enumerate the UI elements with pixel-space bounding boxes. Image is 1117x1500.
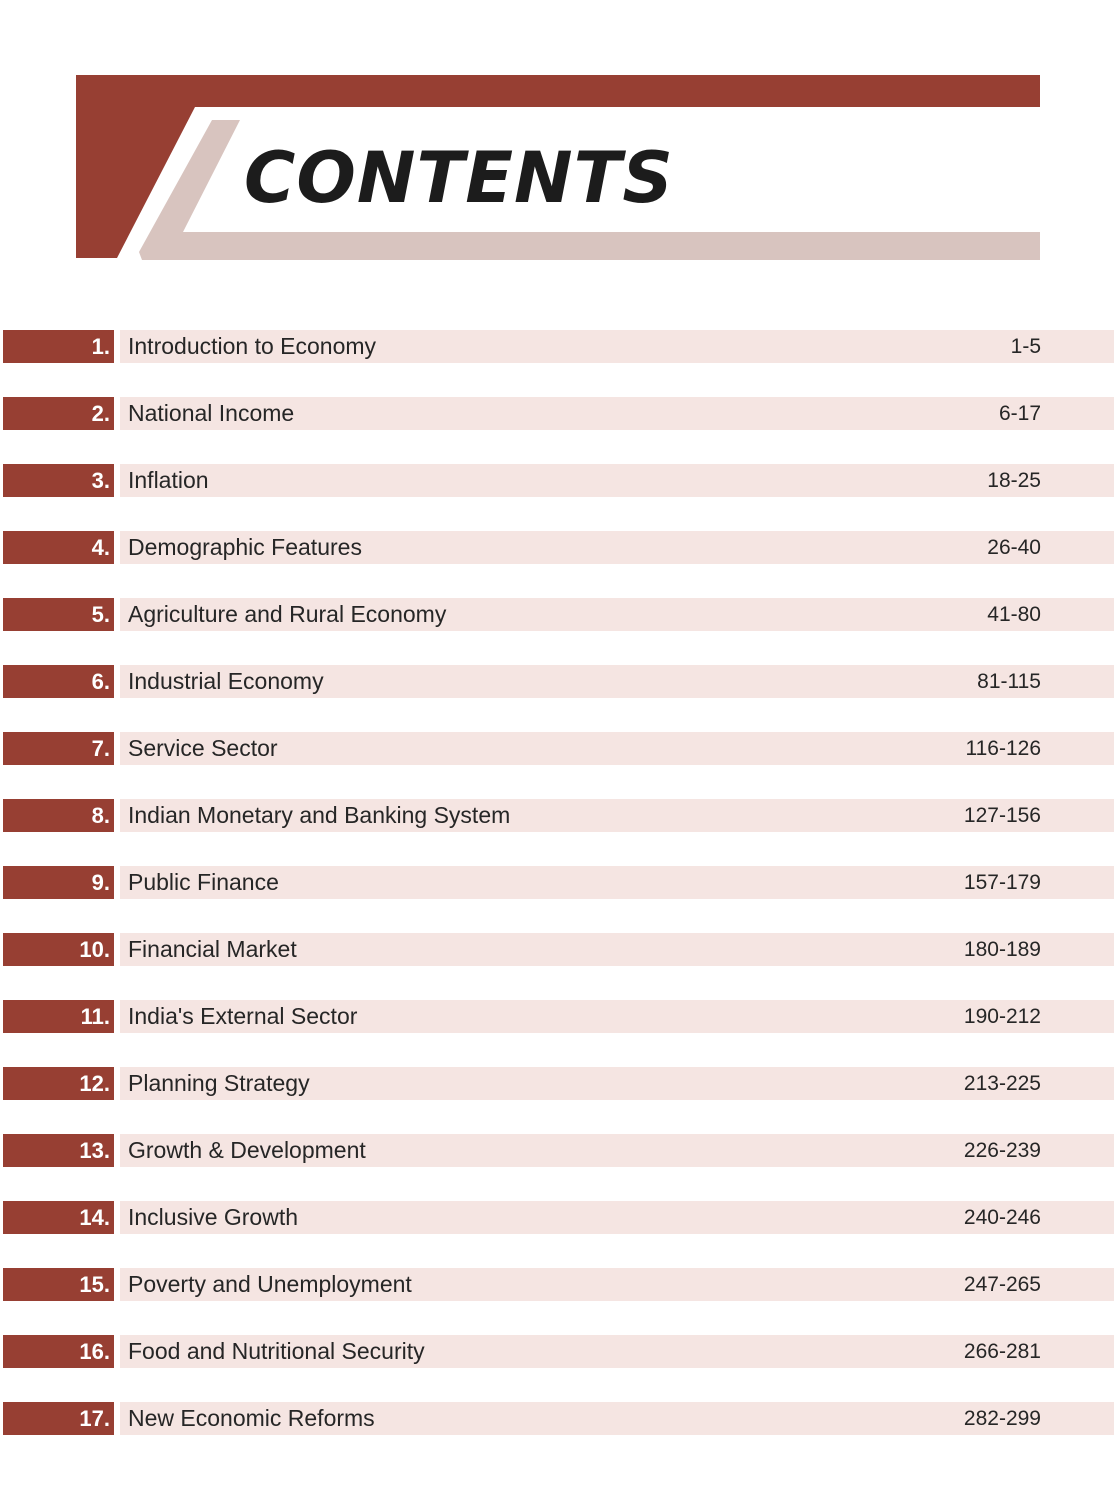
chapter-pages: 213-225 <box>963 1072 1041 1095</box>
chapter-title: Inclusive Growth <box>128 1204 299 1230</box>
chapter-pages: 6-17 <box>998 402 1041 425</box>
chapter-pages: 226-239 <box>963 1139 1041 1162</box>
chapter-number: 16. <box>3 1335 114 1368</box>
chapter-number: 15. <box>3 1268 114 1301</box>
chapter-number: 7. <box>3 732 114 765</box>
toc-row[interactable] <box>0 1000 1117 1033</box>
chapter-pages: 282-299 <box>963 1407 1041 1430</box>
toc-row[interactable] <box>0 330 1117 363</box>
chapter-number: 17. <box>3 1402 114 1435</box>
chapter-title: Indian Monetary and Banking System <box>128 802 511 828</box>
toc-row[interactable] <box>0 1134 1117 1167</box>
chapter-number: 4. <box>3 531 114 564</box>
toc-row[interactable] <box>0 665 1117 698</box>
chapter-pages: 240-246 <box>963 1206 1041 1229</box>
toc-row[interactable] <box>0 1067 1117 1100</box>
chapter-title: Agriculture and Rural Economy <box>128 601 447 627</box>
chapter-number: 13. <box>3 1134 114 1167</box>
contents-header <box>0 0 1117 280</box>
chapter-pages: 81-115 <box>977 670 1041 693</box>
chapter-title: Growth & Development <box>128 1137 366 1163</box>
chapter-pages: 41-80 <box>987 603 1041 626</box>
chapter-pages: 127-156 <box>963 804 1041 827</box>
chapter-title: India's External Sector <box>128 1003 358 1029</box>
toc-row[interactable] <box>0 1268 1117 1301</box>
table-of-contents <box>0 330 1117 1469</box>
toc-row[interactable] <box>0 866 1117 899</box>
chapter-title: National Income <box>128 400 295 426</box>
chapter-title: Public Finance <box>128 869 279 895</box>
chapter-pages: 247-265 <box>963 1273 1041 1296</box>
chapter-pages: 18-25 <box>987 469 1041 492</box>
toc-row[interactable] <box>0 397 1117 430</box>
chapter-title: Industrial Economy <box>128 668 324 694</box>
chapter-title: Introduction to Economy <box>128 333 377 359</box>
page-title: CONTENTS <box>244 137 674 219</box>
toc-row[interactable] <box>0 598 1117 631</box>
chapter-number: 10. <box>3 933 114 966</box>
toc-row[interactable] <box>0 1335 1117 1368</box>
toc-row[interactable] <box>0 732 1117 765</box>
chapter-number: 8. <box>3 799 114 832</box>
chapter-number: 6. <box>3 665 114 698</box>
toc-row[interactable] <box>0 531 1117 564</box>
chapter-title: Food and Nutritional Security <box>128 1338 425 1364</box>
chapter-title: Inflation <box>128 467 209 493</box>
chapter-title: Poverty and Unemployment <box>128 1271 412 1297</box>
chapter-number: 9. <box>3 866 114 899</box>
chapter-title: Financial Market <box>128 936 297 962</box>
chapter-number: 14. <box>3 1201 114 1234</box>
chapter-title: Service Sector <box>128 735 278 761</box>
chapter-title: Planning Strategy <box>128 1070 310 1096</box>
chapter-number: 2. <box>3 397 114 430</box>
chapter-number: 12. <box>3 1067 114 1100</box>
chapter-number: 5. <box>3 598 114 631</box>
chapter-number: 11. <box>3 1000 114 1033</box>
toc-row[interactable] <box>0 933 1117 966</box>
toc-row[interactable] <box>0 1201 1117 1234</box>
chapter-number: 1. <box>3 330 114 363</box>
toc-row[interactable] <box>0 1402 1117 1435</box>
toc-row[interactable] <box>0 799 1117 832</box>
chapter-pages: 190-212 <box>963 1005 1041 1028</box>
chapter-title: Demographic Features <box>128 534 362 560</box>
toc-row[interactable] <box>0 464 1117 497</box>
chapter-pages: 266-281 <box>963 1340 1041 1363</box>
chapter-pages: 1-5 <box>1010 335 1041 358</box>
chapter-title: New Economic Reforms <box>128 1405 375 1431</box>
chapter-number: 3. <box>3 464 114 497</box>
chapter-bar <box>120 464 1114 497</box>
chapter-pages: 157-179 <box>963 871 1041 894</box>
chapter-pages: 116-126 <box>965 737 1041 760</box>
chapter-pages: 180-189 <box>963 938 1041 961</box>
chapter-pages: 26-40 <box>987 536 1041 559</box>
